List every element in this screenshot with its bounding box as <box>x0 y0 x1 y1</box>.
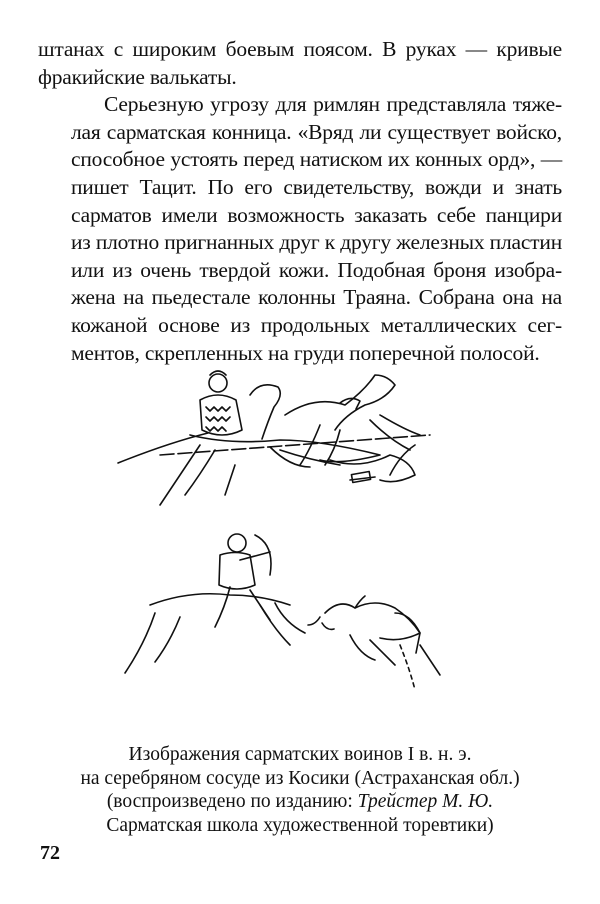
text-line: штанах с широким боевым поясом. В руках — кривые <box>38 37 562 61</box>
caption-line: на серебряном сосуде из Косики (Астраханская обл.) <box>80 767 520 789</box>
caption-line: Сарматская школа художественной торевтики) <box>106 814 494 836</box>
text-line: ментов, скрепленных на груди поперечной полосой. <box>71 340 540 365</box>
archer-drawing <box>125 534 305 673</box>
illustration-icon <box>100 355 500 715</box>
text-line: лая сарматская конница. «Вряд ли существует войско, <box>71 119 562 144</box>
text-line: фракийские валькаты. <box>38 64 237 89</box>
text-line: сарматов имели возможность заказать себе панцири <box>71 202 562 227</box>
caption-line <box>0 790 600 814</box>
paragraph-2 <box>38 91 562 367</box>
text-line: из плотно пригнанных друг к другу железных пластин <box>71 230 562 255</box>
caption-author: Трейстер М. Ю. <box>357 791 494 812</box>
lancer-drawing <box>118 371 430 505</box>
illustration-sarmatian-warriors <box>100 355 500 715</box>
page-number: 72 <box>40 842 60 864</box>
paragraph-1 <box>38 36 562 91</box>
caption-source-prefix: (воспроизведено по изданию: <box>106 791 358 812</box>
caption-line: Изображения сарматских воинов I в. н. э. <box>128 744 472 765</box>
text-line: жена на пьедестале колонны Траяна. Собрана она на <box>71 285 562 310</box>
text-line: пишет Тацит. По его свидетельству, вожди и знать <box>71 174 562 199</box>
leaping-horse-drawing <box>308 596 440 690</box>
figure-caption <box>0 743 600 837</box>
text-line: или из очень твердой кожи. Подобная броня изобра- <box>71 257 562 282</box>
body-text <box>38 36 562 367</box>
text-line: Серьезную угрозу для римлян представляла тяже- <box>104 92 562 117</box>
text-line: кожаной основе из продольных металлических сег- <box>71 312 562 337</box>
text-line: способное устоять перед натиском их конных орд», — <box>71 147 562 172</box>
